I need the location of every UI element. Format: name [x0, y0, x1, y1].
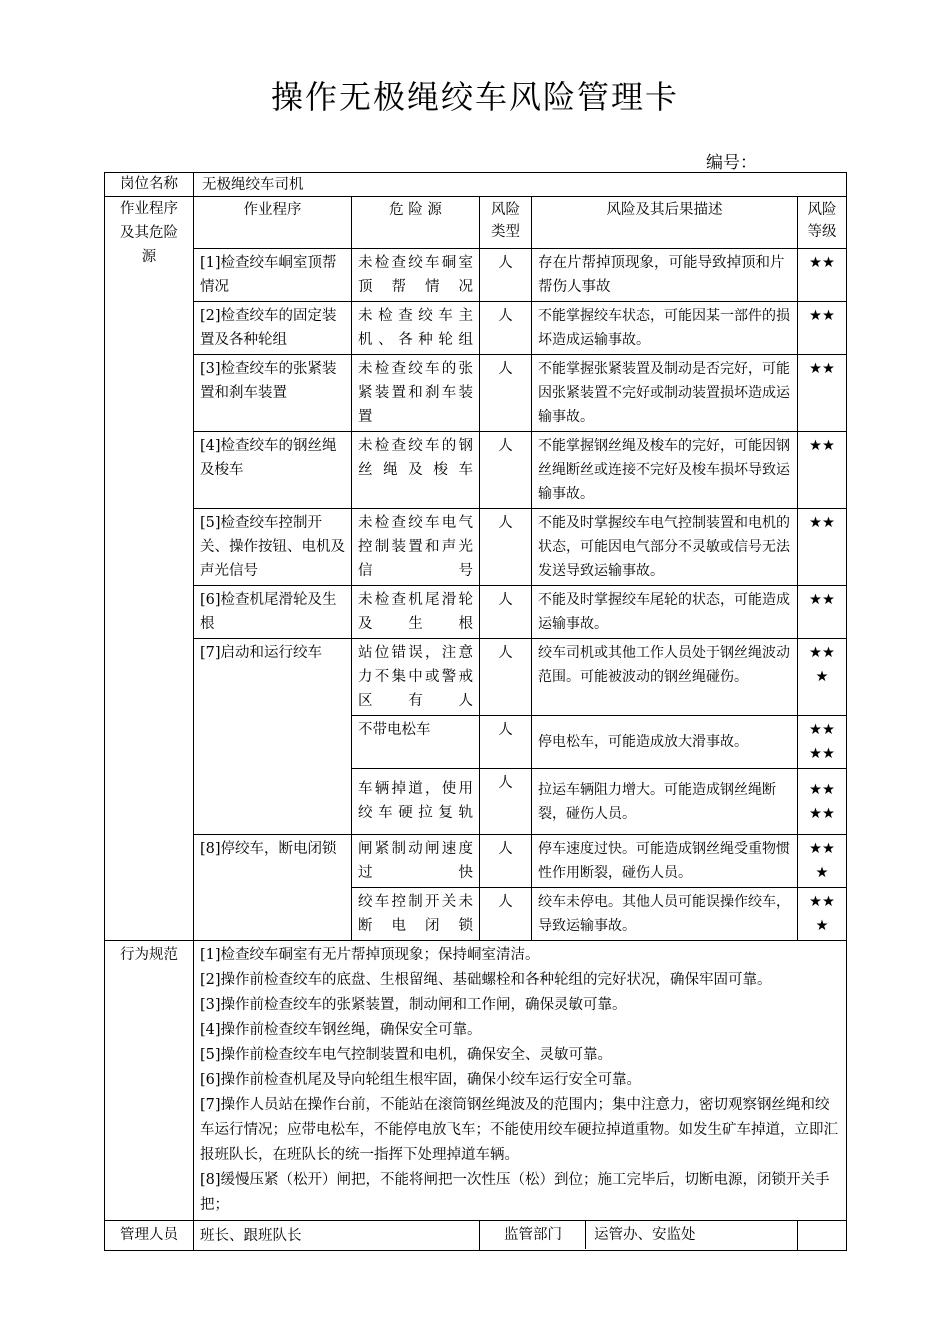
description-cell: 不能及时掌握绞车电气控制装置和电机的状态，可能因电气部分不灵敏或信号无法发送导致运输事故。: [532, 509, 798, 586]
manager-label: 管理人员: [105, 1221, 194, 1251]
hazard-cell: 未检查绞车硐室顶帮情况: [352, 249, 480, 302]
table-row: [105, 432, 847, 509]
behavior-rules: [194, 941, 847, 1221]
section-label: 作业程序及其危险源: [105, 197, 194, 941]
description-cell: 不能掌握绞车状态，可能因某一部件的损坏造成运输事故。: [532, 302, 798, 355]
risk-type-cell: 人: [480, 509, 532, 586]
procedure-cell: [2]检查绞车的固定装置及各种轮组: [194, 302, 352, 355]
post-label: 岗位名称: [105, 173, 194, 197]
risk-type-cell: 人: [480, 586, 532, 639]
hazard-cell: 绞车控制开关未断电闭锁: [352, 888, 480, 941]
risk-type-cell: 人: [480, 355, 532, 432]
behavior-rule: [3]操作前检查绞车的张紧装置，制动闸和工作闸，确保灵敏可靠。: [200, 997, 627, 1013]
header-hazard: 危 险 源: [352, 197, 480, 249]
behavior-label: 行为规范: [105, 941, 194, 1221]
behavior-rule: [1]检查绞车硐室有无片帮掉顶现象；保持峒室清洁。: [200, 947, 540, 963]
risk-type-cell: 人: [480, 716, 532, 769]
behavior-rule: [5]操作前检查绞车电气控制装置和电机，确保安全、灵敏可靠。: [200, 1047, 613, 1063]
description-cell: 停车速度过快。可能造成钢丝绳受重物惯性作用断裂，碰伤人员。: [532, 835, 798, 888]
description-cell: 停电松车，可能造成放大滑事故。: [532, 716, 798, 769]
description-cell: 不能及时掌握绞车尾轮的状态，可能造成运输事故。: [532, 586, 798, 639]
procedure-cell: [1]检查绞车峒室顶帮情况: [194, 249, 352, 302]
hazard-cell: 未检查机尾滑轮及生根: [352, 586, 480, 639]
risk-level-cell: ★★: [798, 302, 847, 355]
description-cell: 绞车未停电。其他人员可能误操作绞车，导致运输事故。: [532, 888, 798, 941]
description-cell: 拉运车辆阻力增大。可能造成钢丝绳断裂，碰伤人员。: [532, 769, 798, 835]
table-row: [105, 509, 847, 586]
risk-type-cell: 人: [480, 249, 532, 302]
risk-card-table: [104, 172, 847, 1251]
behavior-rule: [8]缓慢压紧（松开）闸把，不能将闸把一次性压（松）到位；施工完毕后，切断电源，闭锁开关手把；: [200, 1172, 830, 1213]
manager-value: 班长、跟班队长: [194, 1221, 480, 1251]
risk-type-cell: 人: [480, 432, 532, 509]
risk-level-cell: ★★: [798, 509, 847, 586]
table-row: [105, 835, 847, 888]
description-cell: 绞车司机或其他工作人员处于钢丝绳波动范围。可能被波动的钢丝绳碰伤。: [532, 639, 798, 716]
table-row: [105, 355, 847, 432]
behavior-rule: [6]操作前检查机尾及导向轮组生根牢固，确保小绞车运行安全可靠。: [200, 1072, 642, 1088]
procedure-cell: [7]启动和运行绞车: [194, 639, 352, 835]
risk-type-cell: 人: [480, 639, 532, 716]
table-row: [105, 302, 847, 355]
risk-level-cell: ★★★★: [798, 769, 847, 835]
risk-type-cell: 人: [480, 835, 532, 888]
behavior-rule: [7]操作人员站在操作台前，不能站在滚筒钢丝绳波及的范围内；集中注意力，密切观察钢丝绳和绞车运行情况；应带电松车，不能停电放飞车；不能使用绞车硬拉掉道重物。如发生矿车掉道，立即汇报班队长，在班队长的统一指挥下处理掉道车辆。: [200, 1097, 838, 1163]
risk-level-cell: ★★★: [798, 639, 847, 716]
header-level: 风险等级: [798, 197, 847, 249]
risk-type-cell: 人: [480, 302, 532, 355]
risk-level-cell: ★★★: [798, 888, 847, 941]
table-row: [105, 586, 847, 639]
header-procedure: 作业程序: [194, 197, 352, 249]
risk-level-cell: ★★: [798, 432, 847, 509]
page-title: 操作无极绳绞车风险管理卡: [270, 78, 679, 116]
hazard-cell: 未检查绞车电气控制装置和声光信号: [352, 509, 480, 586]
hazard-cell: 不带电松车: [352, 716, 480, 769]
risk-level-cell: ★★: [798, 586, 847, 639]
header-description: 风险及其后果描述: [532, 197, 798, 249]
serial-number-label: 编号：: [706, 153, 757, 173]
behavior-rule: [2]操作前检查绞车的底盘、生根留绳、基础螺栓和各种轮组的完好状况，确保牢固可靠。: [200, 972, 772, 988]
risk-type-cell: 人: [480, 769, 532, 835]
table-row: [105, 639, 847, 716]
procedure-cell: [6]检查机尾滑轮及生根: [194, 586, 352, 639]
procedure-cell: [8]停绞车，断电闭锁: [194, 835, 352, 941]
description-cell: 不能掌握钢丝绳及梭车的完好，可能因钢丝绳断丝或连接不完好及梭车损坏导致运输事故。: [532, 432, 798, 509]
dept-cell: [480, 1221, 798, 1251]
description-cell: 存在片帮掉顶现象，可能导致掉顶和片帮伤人事故: [532, 249, 798, 302]
hazard-cell: 未检查绞车的钢丝绳及梭车: [352, 432, 480, 509]
dept-value: 运管办、安监处: [594, 1227, 696, 1243]
hazard-cell: 车辆掉道，使用绞车硬拉复轨: [352, 769, 480, 835]
procedure-cell: [4]检查绞车的钢丝绳及梭车: [194, 432, 352, 509]
hazard-cell: 闸紧制动闸速度过快: [352, 835, 480, 888]
risk-level-cell: ★★★: [798, 835, 847, 888]
procedure-cell: [5]检查绞车控制开关、操作按钮、电机及声光信号: [194, 509, 352, 586]
hazard-cell: 未检查绞车主机、各种轮组: [352, 302, 480, 355]
procedure-cell: [3]检查绞车的张紧装置和刹车装置: [194, 355, 352, 432]
behavior-rule: [4]操作前检查绞车钢丝绳，确保安全可靠。: [200, 1022, 482, 1038]
footer-empty: [798, 1221, 847, 1251]
hazard-cell: 站位错误，注意力不集中或警戒区有人: [352, 639, 480, 716]
post-value: 无极绳绞车司机: [194, 173, 847, 197]
dept-label: 监管部门: [480, 1221, 586, 1249]
description-cell: 不能掌握张紧装置及制动是否完好，可能因张紧装置不完好或制动装置损坏造成运输事故。: [532, 355, 798, 432]
table-row: [105, 249, 847, 302]
header-risk-type: 风险类型: [480, 197, 532, 249]
risk-level-cell: ★★★★: [798, 716, 847, 769]
risk-type-cell: 人: [480, 888, 532, 941]
risk-level-cell: ★★: [798, 355, 847, 432]
hazard-cell: 未检查绞车的张紧装置和刹车装置: [352, 355, 480, 432]
risk-level-cell: ★★: [798, 249, 847, 302]
